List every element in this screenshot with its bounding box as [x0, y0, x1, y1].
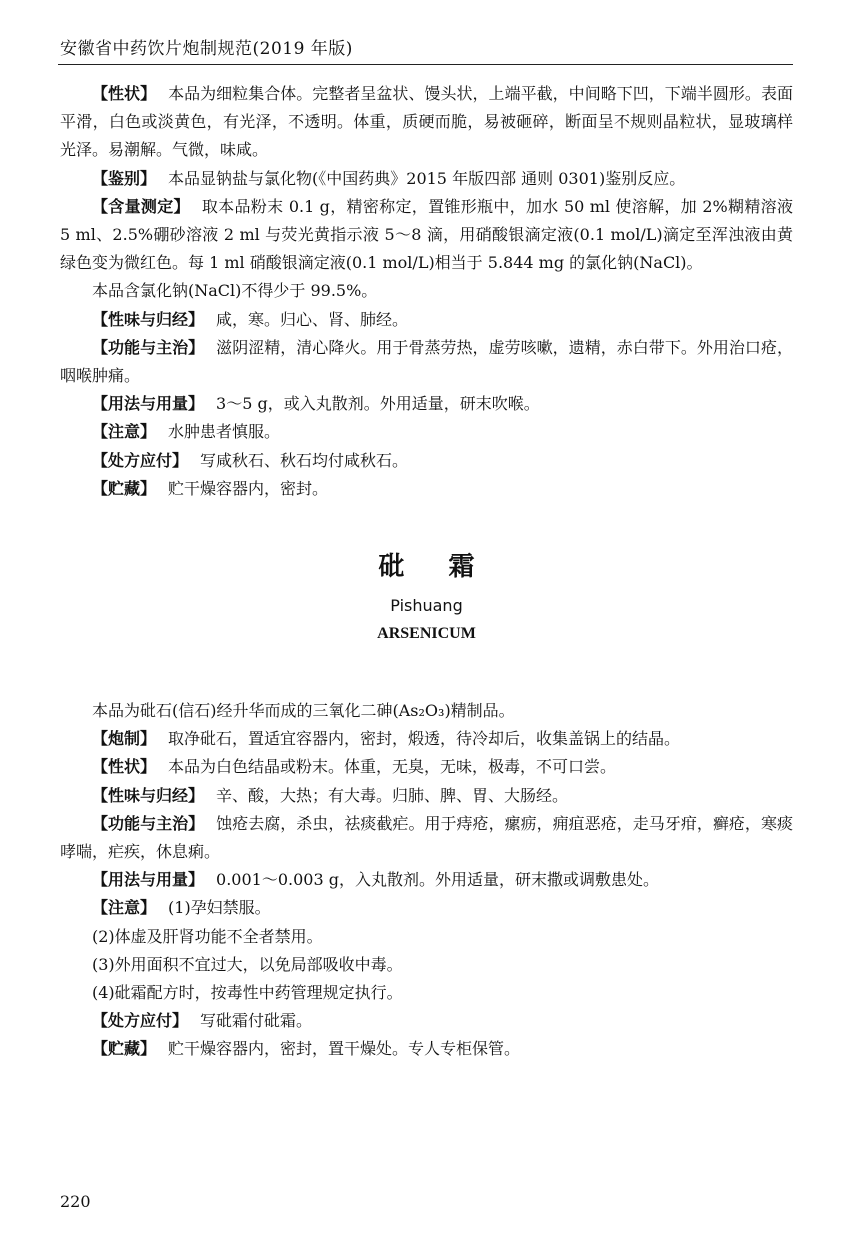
entry-paragraph — [60, 193, 793, 278]
paragraph-text: (4)砒霜配方时，按毒性中药管理规定执行。 — [92, 983, 403, 1003]
entry-paragraph — [60, 165, 793, 193]
section-heading: 【用法与用量】 — [92, 870, 205, 890]
entry-paragraph — [60, 390, 793, 418]
paragraph-text: 本品含氯化钠(NaCl)不得少于 99.5%。 — [92, 281, 378, 301]
section-heading: 【贮藏】 — [92, 478, 157, 498]
paragraph-text: 贮干燥容器内，密封，置干燥处。专人专柜保管。 — [168, 1039, 521, 1059]
entry-paragraph — [60, 475, 793, 503]
paragraph-text: 取净砒石，置适宜容器内，密封，煅透，待冷却后，收集盖锅上的结晶。 — [168, 729, 681, 749]
section-heading: 【注意】 — [92, 422, 157, 442]
section-heading: 【用法与用量】 — [92, 394, 205, 414]
section-heading: 【功能与主治】 — [92, 337, 205, 357]
entry-paragraph — [60, 1007, 793, 1035]
section-heading: 【炮制】 — [92, 729, 157, 749]
paragraph-text: 水肿患者慎服。 — [168, 422, 281, 442]
paragraph-text: 取本品粉末 0.1 g，精密称定，置锥形瓶中，加水 50 ml 使溶解，加 2%糊精溶液 5 ml、2.5%硼砂溶液 2 ml 与荧光黄指示液 5～8 滴，用硝酸银滴定液(0.1 mol/L)滴定至浑浊液由黄绿色变为微红色。每 1 ml 硝酸银滴定液(0.1 mol/L)相当于 5.844 mg 的氯化钠(NaCl)。 — [60, 196, 793, 273]
paragraph-text: 滋阴涩精，清心降火。用于骨蒸劳热，虚劳咳嗽，遗精，赤白带下。外用治口疮，咽喉肿痛。 — [60, 337, 793, 386]
arsenicum-entry — [60, 697, 793, 1064]
section-heading: 【性状】 — [92, 84, 157, 103]
paragraph-text: (3)外用面积不宜过大，以免局部吸收中毒。 — [92, 954, 403, 974]
header-rule — [58, 64, 793, 65]
paragraph-text: 3～5 g，或入丸散剂。外用适量，研末吹喉。 — [216, 394, 540, 414]
paragraph-text: 本品为细粒集合体。完整者呈盆状、馒头状，上端平截，中间略下凹，下端半圆形。表面平滑，白色或淡黄色，有光泽，不透明。体重，质硬而脆，易被砸碎，断面呈不规则晶粒状，显玻璃样光泽。易潮解。气微，味咸。 — [60, 84, 793, 160]
section-heading: 【功能与主治】 — [92, 813, 205, 833]
paragraph-text: 0.001～0.003 g，入丸散剂。外用适量，研末撒或调敷患处。 — [216, 870, 659, 890]
entry-paragraph — [60, 697, 793, 725]
section-heading: 【注意】 — [92, 898, 157, 918]
paragraph-text: 写咸秋石、秋石均付咸秋石。 — [200, 450, 409, 470]
section-heading: 【性味与归经】 — [92, 785, 205, 805]
entry-paragraph — [60, 306, 793, 334]
entry-paragraph — [60, 894, 793, 922]
paragraph-text: 蚀疮去腐，杀虫，祛痰截疟。用于痔疮，瘰疬，痈疽恶疮，走马牙疳，癣疮，寒痰哮喘，疟疾，休息痢。 — [60, 813, 793, 862]
paragraph-text: 本品为白色结晶或粉末。体重，无臭，无味，极毒，不可口尝。 — [168, 757, 617, 777]
page-content — [60, 80, 793, 1064]
entry-paragraph — [60, 334, 793, 390]
section-heading: 【含量测定】 — [92, 196, 190, 216]
entry-paragraph — [60, 782, 793, 810]
salt-entry-continuation — [60, 80, 793, 503]
entry-paragraph — [60, 277, 793, 305]
entry-title: 砒霜 — [378, 552, 519, 583]
running-header: 安徽省中药饮片炮制规范(2019 年版) — [60, 39, 353, 59]
section-heading: 【性状】 — [92, 757, 157, 777]
section-heading: 【鉴别】 — [92, 168, 157, 188]
entry-paragraph — [60, 979, 793, 1007]
entry-paragraph — [60, 923, 793, 951]
entry-paragraph — [60, 418, 793, 446]
paragraph-text: 贮干燥容器内，密封。 — [168, 478, 329, 498]
entry-paragraph — [60, 951, 793, 979]
paragraph-text: (2)体虚及肝肾功能不全者禁用。 — [92, 926, 323, 946]
page-number: 220 — [60, 1192, 91, 1211]
paragraph-text: 本品为砒石(信石)经升华而成的三氧化二砷(As₂O₃)精制品。 — [92, 701, 515, 721]
paragraph-text: 咸，寒。归心、肾、肺经。 — [216, 309, 409, 329]
paragraph-text: 辛、酸，大热；有大毒。归肺、脾、胃、大肠经。 — [216, 785, 569, 805]
paragraph-text: 写砒霜付砒霜。 — [200, 1011, 313, 1031]
entry-paragraph — [60, 80, 793, 165]
entry-latin-name: ARSENICUM — [377, 625, 476, 643]
entry-paragraph — [60, 1035, 793, 1063]
entry-paragraph — [60, 447, 793, 475]
entry-paragraph — [60, 753, 793, 781]
entry-paragraph — [60, 810, 793, 866]
section-heading: 【贮藏】 — [92, 1039, 157, 1059]
entry-pinyin: Pishuang — [390, 596, 463, 616]
section-heading: 【处方应付】 — [92, 450, 189, 470]
entry-paragraph — [60, 725, 793, 753]
entry-paragraph — [60, 866, 793, 894]
section-heading: 【处方应付】 — [92, 1011, 189, 1031]
paragraph-text: (1)孕妇禁服。 — [168, 898, 271, 918]
paragraph-text: 本品显钠盐与氯化物(《中国药典》2015 年版四部 通则 0301)鉴别反应。 — [168, 168, 686, 188]
section-heading: 【性味与归经】 — [92, 309, 205, 329]
